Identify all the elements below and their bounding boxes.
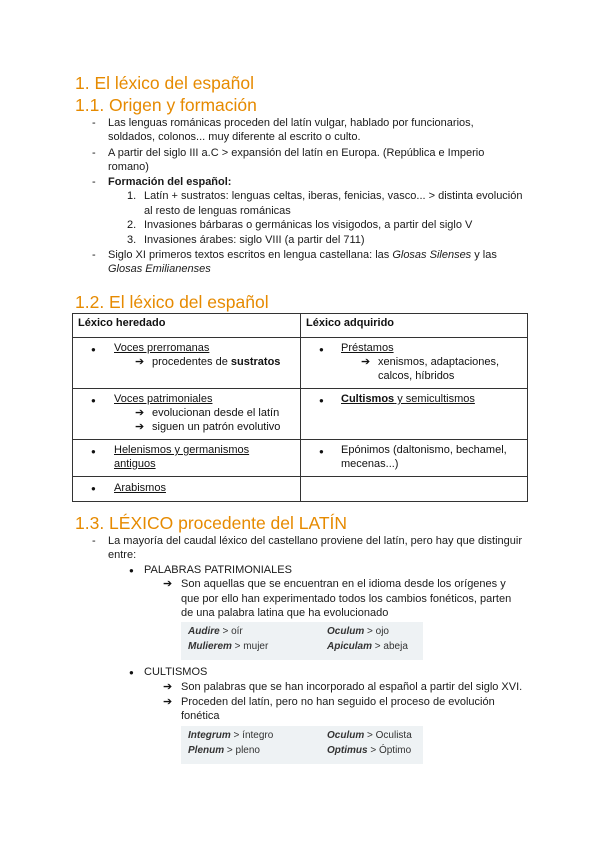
latin-word: Optimus [327, 745, 368, 756]
bullet: ● [91, 345, 96, 354]
spanish-word: > pleno [224, 745, 260, 756]
bullet: ● [129, 668, 134, 677]
table-cell [301, 338, 528, 389]
paragraph-line: fonética [181, 710, 220, 722]
glosas-emilianenses: Glosas Emilianenses [108, 263, 211, 275]
arabismos: Arabismos [114, 482, 166, 494]
latin-word: Oculum [327, 730, 365, 741]
bullet: ● [319, 447, 324, 456]
paragraph-line: que por ello han experimentado todos los cambios fonéticos, parten [181, 593, 512, 605]
glosas-silenses: Glosas Silenses [392, 249, 472, 261]
voces-patrimoniales: Voces patrimoniales [114, 393, 213, 405]
latin-word: Plenum [188, 745, 225, 756]
patrimoniales-examples [181, 622, 423, 660]
paragraph-line: A partir del siglo III a.C > expansión del latín en Europa. (República e Imperio [108, 147, 485, 159]
arrow: ➔ [163, 578, 173, 590]
example-word [327, 640, 408, 655]
heading-lexico: 1.2. El léxico del español [75, 292, 269, 312]
spanish-word: > abeja [372, 641, 408, 652]
helenismos: Helenismos y germanismos [114, 444, 250, 456]
arrow: ➔ [361, 356, 371, 368]
list-item-cont: al resto de lenguas románicas [144, 205, 291, 217]
paragraph-line: La mayoría del caudal léxico del castellano proviene del latín, pero hay que distinguir [108, 535, 522, 547]
table-text: calcos, híbridos [378, 370, 455, 382]
table-cell [73, 477, 301, 502]
spanish-word: > íntegro [230, 730, 274, 741]
text-run: procedentes de [152, 356, 231, 368]
cultismos-bold: Cultismos [341, 393, 395, 405]
table-cell-empty [301, 477, 528, 502]
paragraph-line: Son palabras que se han incorporado al español a partir del siglo XVI. [181, 681, 523, 693]
table-cell [73, 440, 301, 477]
list-number: 2. [127, 219, 137, 231]
heading-origen: 1.1. Origen y formación [75, 95, 257, 115]
table-cell [301, 389, 528, 440]
semicultismos: y semicultismos [394, 393, 475, 405]
voces-prerromanas: Voces prerromanas [114, 342, 210, 354]
cultismos-label: CULTISMOS [144, 666, 208, 678]
dash: - [92, 117, 96, 129]
list-item: Invasiones árabes: siglo VIII (a partir del 711) [144, 234, 365, 246]
cultismos-examples [181, 726, 423, 764]
table-text: evolucionan desde el latín [152, 407, 280, 419]
paragraph-line: Proceden del latín, pero no han seguido el proceso de evolución [181, 696, 495, 708]
paragraph-line: soldados, colonos... muy diferente al escrito o culto. [108, 131, 361, 143]
sustratos-bold: sustratos [230, 356, 281, 368]
list-number: 3. [127, 234, 137, 246]
list-number: 1. [127, 190, 137, 202]
dash: - [92, 535, 96, 547]
example-word [327, 744, 411, 759]
eponimos-cont: mecenas...) [341, 458, 399, 470]
bullet: ● [319, 396, 324, 405]
arrow: ➔ [135, 407, 145, 419]
dash: - [92, 176, 96, 188]
spanish-word: > oír [219, 626, 243, 637]
table-cell [301, 440, 528, 477]
paragraph-line: Son aquellas que se encuentran en el idioma desde los orígenes y [181, 578, 506, 590]
prestamos: Préstamos [341, 342, 394, 354]
list-item: Invasiones bárbaras o germánicas los visigodos, a partir del siglo V [144, 219, 473, 231]
patrimoniales-label: PALABRAS PATRIMONIALES [144, 564, 292, 576]
table-text [341, 392, 475, 406]
text-run: Siglo XI primeros textos escritos en lengua castellana: las [108, 249, 393, 261]
bullet: ● [91, 396, 96, 405]
dash: - [92, 249, 96, 261]
dash: - [92, 147, 96, 159]
bullet: ● [129, 566, 134, 575]
table-cell [73, 389, 301, 440]
example-word [188, 744, 260, 759]
eponimos: Epónimos (daltonismo, bechamel, [341, 444, 507, 456]
heading-latin: 1.3. LÉXICO procedente del LATÍN [75, 513, 348, 533]
paragraph-line: de una palabra latina que ha evolucionado [181, 607, 389, 619]
arrow: ➔ [135, 356, 145, 368]
arrow: ➔ [163, 681, 173, 693]
latin-word: Integrum [188, 730, 231, 741]
bullet: ● [91, 447, 96, 456]
latin-word: Oculum [327, 626, 365, 637]
table-text [152, 355, 280, 369]
spanish-word: > Óptimo [367, 745, 412, 756]
table-text: xenismos, adaptaciones, [378, 356, 500, 368]
bullet: ● [91, 484, 96, 493]
table-text: siguen un patrón evolutivo [152, 421, 281, 433]
paragraph-line: romano) [108, 161, 149, 173]
example-word [188, 625, 243, 640]
bullet: ● [319, 345, 324, 354]
list-item: Latín + sustratos: lenguas celtas, iberas, fenicias, vasco... > distinta evolución [144, 190, 523, 202]
table-cell [73, 338, 301, 389]
doc-title: 1. El léxico del español [75, 73, 254, 93]
latin-word: Mulierem [188, 641, 232, 652]
lexico-table [72, 313, 528, 502]
example-word [327, 729, 412, 744]
paragraph-line: Las lenguas románicas proceden del latín vulgar, hablado por funcionarios, [108, 117, 474, 129]
helenismos-cont: antiguos [114, 458, 156, 470]
spanish-word: > ojo [364, 626, 389, 637]
example-word [188, 729, 273, 744]
text-run: y las [471, 249, 497, 261]
arrow: ➔ [163, 696, 173, 708]
col-header-adquirido: Léxico adquirido [301, 314, 528, 338]
arrow: ➔ [135, 421, 145, 433]
spanish-word: > Oculista [364, 730, 412, 741]
col-header-heredado: Léxico heredado [73, 314, 301, 338]
latin-word: Apiculam [327, 641, 373, 652]
example-word [188, 640, 268, 655]
paragraph-line: entre: [108, 549, 137, 561]
example-word [327, 625, 389, 640]
latin-word: Audire [188, 626, 220, 637]
spanish-word: > mujer [231, 641, 269, 652]
formacion-label: Formación del español: [108, 176, 232, 188]
